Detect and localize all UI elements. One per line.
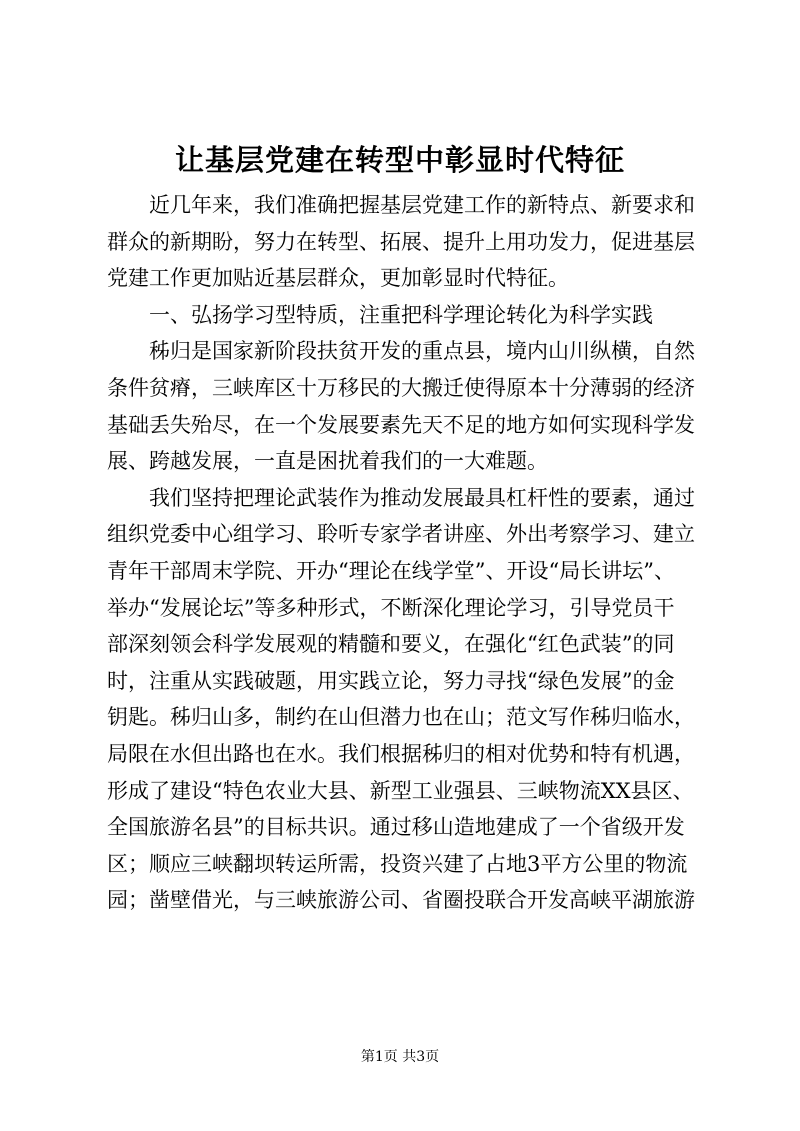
document-body	[107, 187, 711, 919]
body-line: 园；凿壁借光，与三峡旅游公司、省圈投联合开发高峡平湖旅游	[107, 888, 695, 913]
body-line: 时，注重从实践破题，用实践立论，努力寻找“绿色发展”的金	[107, 668, 675, 693]
section-heading: 一、弘扬学习型特质，注重把科学理论转化为科学实践	[107, 302, 653, 327]
page-number-footer: 第1页 共3页	[360, 1049, 440, 1065]
body-line: 全国旅游名县”的目标共识。通过移山造地建成了一个省级开发	[107, 815, 685, 840]
body-line: 形成了建设“特色农业大县、新型工业强县、三峡物流XX县区、	[107, 778, 694, 803]
body-line: 展、跨越发展，一直是困扰着我们的一大难题。	[107, 449, 548, 474]
body-line: 我们坚持把理论武装作为推动发展最具杠杆性的要素，通过	[107, 485, 695, 510]
body-line: 近几年来，我们准确把握基层党建工作的新特点、新要求和	[107, 193, 695, 217]
body-line: 区；顺应三峡翻坝转运所需，投资兴建了占地3平方公里的物流	[107, 851, 688, 876]
body-line: 钥匙。秭归山多，制约在山但潜力也在山；范文写作秭归临水，	[107, 705, 695, 730]
document-title: 让基层党建在转型中彰显时代特征	[174, 143, 625, 177]
body-line: 局限在水但出路也在水。我们根据秭归的相对优势和特有机遇，	[107, 741, 695, 766]
body-line: 青年干部周末学院、开办“理论在线学堂”、开设“局长讲坛”、	[107, 558, 675, 583]
body-line: 党建工作更加贴近基层群众，更加彰显时代特征。	[107, 266, 569, 291]
body-line: 部深刻领会科学发展观的精髓和要义，在强化“红色武装”的同	[107, 632, 675, 657]
body-line: 秭归是国家新阶段扶贫开发的重点县，境内山川纵横，自然	[107, 339, 695, 364]
body-line: 举办“发展论坛”等多种形式，不断深化理论学习，引导党员干	[107, 595, 675, 620]
body-line: 条件贫瘠，三峡库区十万移民的大搬迁使得原本十分薄弱的经济	[107, 375, 695, 400]
body-line: 组织党委中心组学习、聆听专家学者讲座、外出考察学习、建立	[107, 522, 695, 547]
body-line: 群众的新期盼，努力在转型、拓展、提升上用功发力，促进基层	[107, 229, 695, 254]
body-line: 基础丢失殆尽，在一个发展要素先天不足的地方如何实现科学发	[107, 412, 695, 437]
